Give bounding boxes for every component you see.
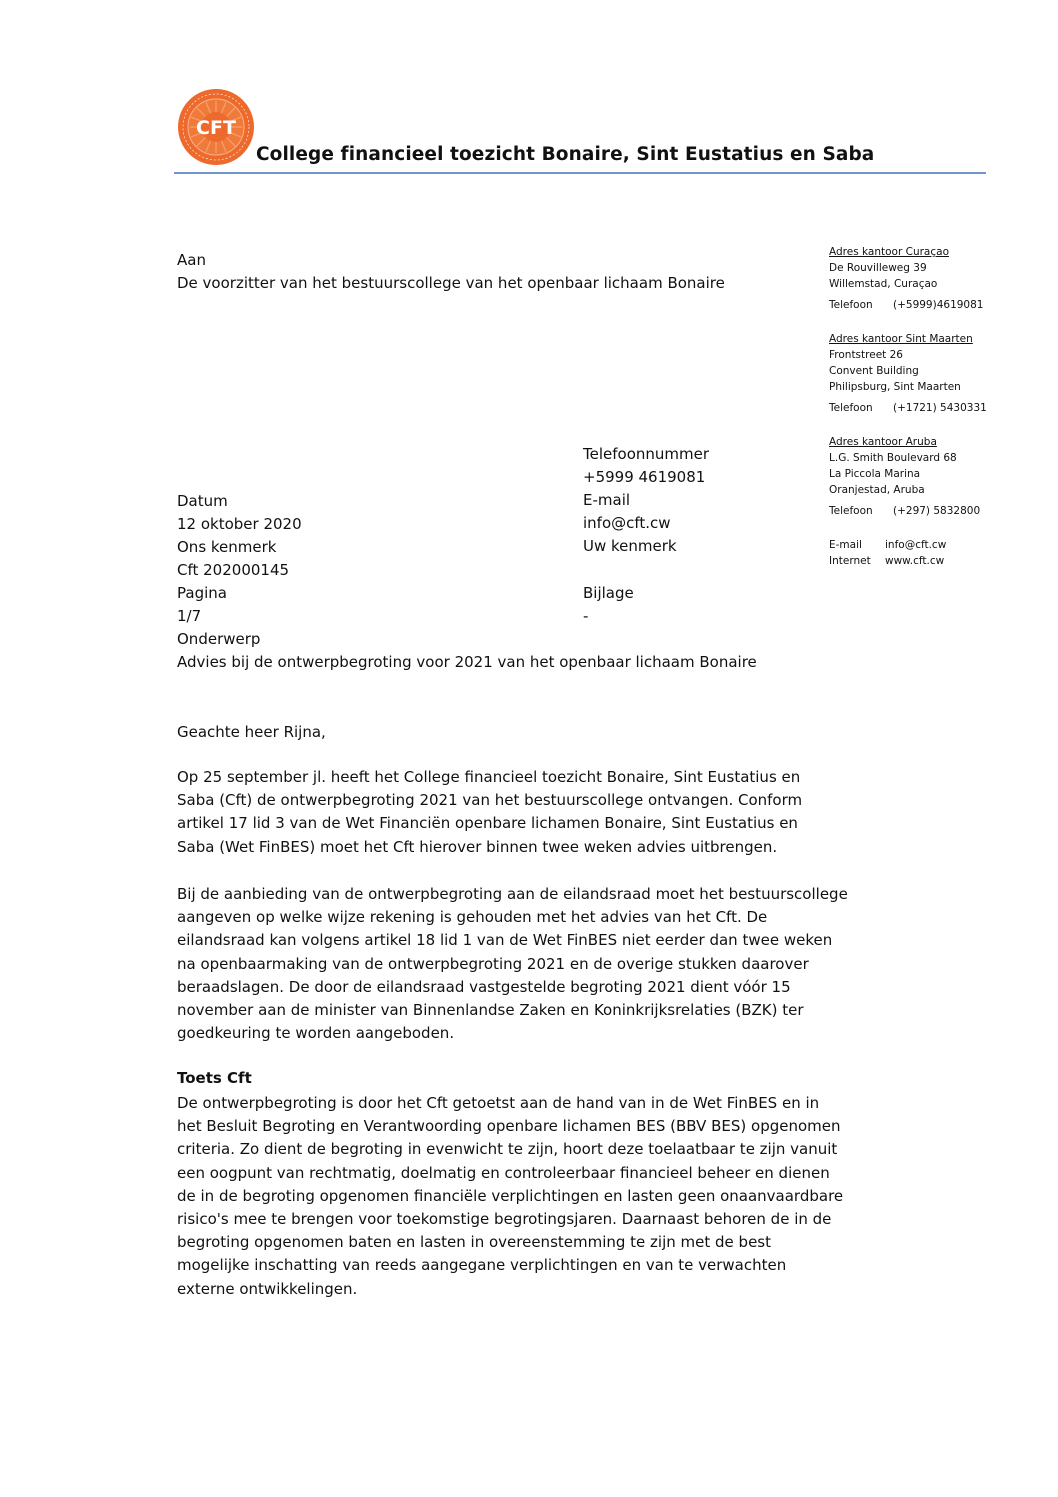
paragraph-line: de in de begroting opgenomen financiële verplichtingen en lasten geen onaanvaardbare [177, 1186, 844, 1205]
office-address-line: Willemstad, Curaçao [829, 278, 938, 290]
telefoonnummer-label: Telefoonnummer [583, 445, 710, 463]
paragraph-line: een oogpunt van rechtmatig, doelmatig en controleerbaar financieel beheer en dienen [177, 1163, 830, 1182]
office-phone-row [829, 297, 983, 313]
onderwerp-value: Advies bij de ontwerpbegroting voor 2021 van het openbaar lichaam Bonaire [177, 653, 757, 671]
paragraph-line: De ontwerpbegroting is door het Cft getoetst aan de hand van in de Wet FinBES en in [177, 1094, 820, 1112]
paragraph-line: Bij de aanbieding van de ontwerpbegroting aan de eilandsraad moet het bestuurscollege [177, 885, 848, 903]
office-phone-row [829, 503, 980, 519]
phone-label: Telefoon [829, 402, 873, 414]
paragraph-3 [177, 1092, 843, 1301]
email-label: E-mail [583, 491, 631, 509]
office-title: Adres kantoor Sint Maarten [829, 333, 973, 345]
contact-internet-row [829, 553, 946, 569]
cft-logo-icon [176, 87, 256, 167]
contact-email-row [829, 537, 946, 553]
pagina-label: Pagina [177, 584, 227, 602]
paragraph-line: criteria. Zo dient de begroting in evenwicht te zijn, hoort deze toelaatbaar te zijn vanuit [177, 1140, 838, 1159]
meta-left-column [177, 490, 757, 674]
paragraph-1 [177, 766, 802, 859]
ons-kenmerk-value: Cft 202000145 [177, 561, 290, 579]
pagina-value: 1/7 [177, 607, 202, 625]
office-address-line: L.G. Smith Boulevard 68 [829, 452, 957, 464]
office-address-line: La Piccola Marina [829, 468, 921, 480]
website-link[interactable]: www.cft.cw [885, 555, 945, 567]
office-title: Adres kantoor Aruba [829, 436, 937, 448]
phone-label: Telefoon [829, 299, 873, 311]
office-address-line: Philipsburg, Sint Maarten [829, 381, 961, 393]
email-label: E-mail [829, 539, 862, 551]
paragraph-2 [177, 883, 848, 1045]
phone-label: Telefoon [829, 505, 873, 517]
svg-text:CFT: CFT [196, 117, 236, 139]
datum-value: 12 oktober 2020 [177, 515, 302, 533]
email-link[interactable]: info@cft.cw [885, 539, 947, 551]
paragraph-line: mogelijke inschatting van reeds aangegane verplichtingen en van te verwachten [177, 1256, 787, 1275]
email-value[interactable]: info@cft.cw [583, 514, 671, 532]
addressee-value: De voorzitter van het bestuurscollege van het openbaar lichaam Bonaire [177, 274, 725, 292]
paragraph-line: na openbaarmaking van de ontwerpbegroting 2021 en de overige stukken daarover [177, 954, 809, 973]
addressee-label: Aan [177, 251, 206, 269]
contact-block [829, 537, 946, 569]
addressee-block [177, 249, 725, 295]
uw-kenmerk-label: Uw kenmerk [583, 537, 677, 555]
header-divider [174, 172, 986, 174]
office-curacao [829, 244, 983, 313]
paragraph-line: aangeven op welke wijze rekening is gehouden met het advies van het Cft. De [177, 908, 768, 927]
paragraph-line: Op 25 september jl. heeft het College financieel toezicht Bonaire, Sint Eustatius en [177, 768, 801, 786]
paragraph-line: eilandsraad kan volgens artikel 18 lid 1 van de Wet FinBES niet eerder dan twee weken [177, 931, 833, 950]
paragraph-line: artikel 17 lid 3 van de Wet Financiën openbare lichamen Bonaire, Sint Eustatius en [177, 814, 798, 833]
paragraph-line: het Besluit Begroting en Verantwoording openbare lichamen BES (BBV BES) opgenomen [177, 1117, 841, 1136]
office-phone-row [829, 400, 987, 416]
phone-value: (+297) 5832800 [893, 505, 981, 517]
paragraph-line: risico's mee te brengen voor toekomstige begrotingsjaren. Daarnaast behoren de in de [177, 1210, 832, 1229]
paragraph-line: november aan de minister van Binnenlandse Zaken en Koninkrijksrelaties (BZK) ter [177, 1001, 804, 1020]
paragraph-line: Saba (Wet FinBES) moet het Cft hierover binnen twee weken advies uitbrengen. [177, 837, 778, 856]
office-address-line: Convent Building [829, 365, 919, 377]
paragraph-line: Saba (Cft) de ontwerpbegroting 2021 van het bestuurscollege ontvangen. Conform [177, 791, 803, 810]
office-aruba [829, 434, 980, 519]
paragraph-line: externe ontwikkelingen. [177, 1279, 358, 1298]
phone-value: (+5999)4619081 [893, 299, 984, 311]
ons-kenmerk-label: Ons kenmerk [177, 538, 277, 556]
organization-title: College financieel toezicht Bonaire, Sint Eustatius en Saba [256, 144, 875, 165]
office-address-line: Frontstreet 26 [829, 349, 903, 361]
internet-label: Internet [829, 555, 871, 567]
office-address-line: De Rouvilleweg 39 [829, 262, 927, 274]
office-title: Adres kantoor Curaçao [829, 246, 949, 258]
phone-value: (+1721) 5430331 [893, 402, 987, 414]
datum-label: Datum [177, 492, 228, 510]
office-sint-maarten [829, 331, 987, 416]
onderwerp-label: Onderwerp [177, 630, 261, 648]
bijlage-value: - [583, 607, 589, 625]
section-heading-toets-cft: Toets Cft [177, 1069, 252, 1087]
bijlage-label: Bijlage [583, 584, 634, 602]
paragraph-line: begroting opgenomen baten en lasten in overeenstemming te zijn met de best [177, 1233, 771, 1252]
paragraph-line: goedkeuring te worden aangeboden. [177, 1024, 455, 1043]
telefoonnummer-value: +5999 4619081 [583, 468, 706, 486]
cft-logo [176, 87, 256, 167]
paragraph-line: beraadslagen. De door de eilandsraad vastgestelde begroting 2021 dient vóór 15 [177, 977, 791, 996]
greeting: Geachte heer Rijna, [177, 723, 326, 741]
office-address-line: Oranjestad, Aruba [829, 484, 925, 496]
